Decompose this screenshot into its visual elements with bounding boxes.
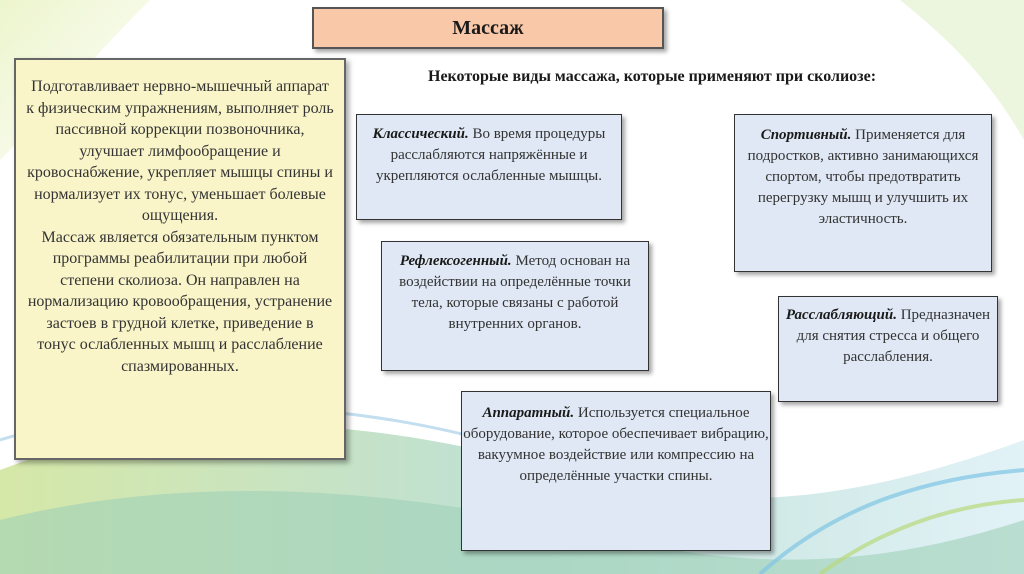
card-reflex-text: Метод основан на воздействии на определённые точки тела, которые связаны с работой внутренних органов. (399, 253, 631, 332)
card-reflex-name: Рефлексогенный. (399, 253, 512, 269)
card-hardware-massage (461, 391, 771, 551)
slide-title: Массаж (312, 7, 664, 49)
card-sport-name: Спортивный. (760, 127, 852, 143)
card-classic-text: Во время процедуры расслабляются напряжённые и укрепляются ослабленные мышцы. (375, 126, 606, 184)
card-relaxing-massage (778, 296, 998, 402)
description-paragraph-2: Массаж является обязательным пунктом программы реабилитации при любой степени сколиоза. Он направлен на нормализацию кровообращения, устранение застоев в грудной клетке, приведение в тонус ослабленных мышц и расслабление спазмированных. (27, 228, 333, 375)
card-relax-text: Предназначен для снятия стресса и общего расслабления. (796, 307, 991, 365)
card-apparat-name: Аппаратный. (482, 405, 575, 421)
card-classic-massage (356, 114, 622, 220)
massage-types-subtitle: Некоторые виды массажа, которые применяют при сколиозе: (428, 68, 877, 85)
description-paragraph-1: Подготавливает нервно-мышечный аппарат к физическим упражнениям, выполняет роль пассивной коррекции позвоночника, улучшает лимфообращение и кровоснабжение, укрепляет мышцы спины и нормализует их тонус, уменьшает болевые ощущения. (26, 78, 334, 224)
card-sport-text: Применяется для подростков, активно занимающихся спортом, чтобы предотвратить перегрузку мышц и улучшить их эластичность. (747, 127, 979, 227)
card-sport-massage (734, 114, 992, 272)
massage-description-box (14, 58, 346, 460)
card-classic-name: Классический. (372, 126, 469, 142)
card-apparat-text: Используется специальное оборудование, которое обеспечивает вибрацию, вакуумное воздействие или компрессию на определённые участки спины. (463, 405, 769, 484)
card-reflexogenic-massage (381, 241, 649, 371)
card-relax-name: Расслабляющий. (785, 307, 897, 323)
